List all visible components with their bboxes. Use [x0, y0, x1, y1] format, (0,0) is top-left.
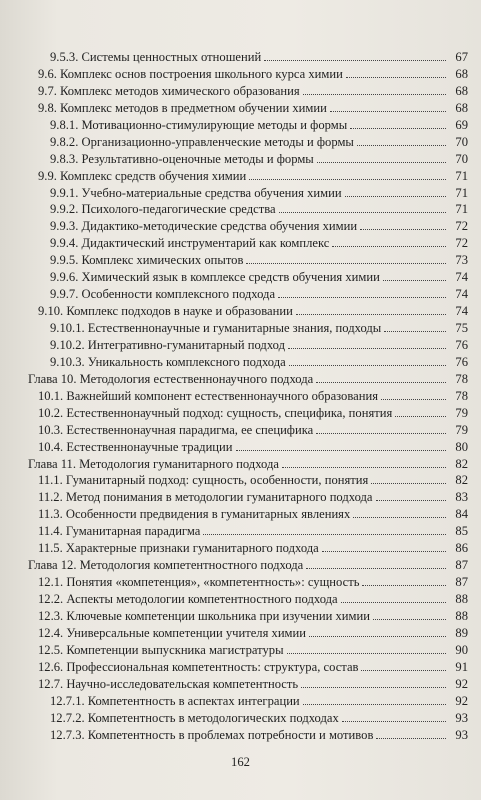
dot-leader: [346, 77, 446, 78]
toc-entry: [28, 642, 468, 659]
toc-entry-title: 9.8. Комплекс методов в предметном обучении химии: [38, 100, 327, 115]
toc-entry-page: 92: [455, 693, 468, 708]
toc-entry-title: 12.7.1. Компетентность в аспектах интеграции: [50, 693, 300, 708]
toc-entry: [28, 218, 468, 235]
toc-entry: [28, 83, 468, 100]
toc-entry-title: 10.1. Важнейший компонент естественнонаучного образования: [38, 388, 378, 403]
toc-entry-page: 85: [455, 524, 468, 539]
toc-entry: [28, 286, 468, 303]
dot-leader: [249, 179, 446, 180]
toc-entry: [28, 388, 468, 405]
toc-entry-page: 74: [455, 270, 468, 285]
toc-entry-title: 9.10.1. Естественнонаучные и гуманитарные знания, подходы: [50, 321, 382, 335]
toc-entry-page: 74: [455, 304, 468, 319]
dot-leader: [288, 348, 446, 349]
dot-leader: [289, 365, 446, 366]
toc-entry: [28, 405, 468, 422]
table-of-contents: [28, 49, 468, 743]
toc-entry: [28, 100, 468, 117]
toc-entry-page: 76: [455, 337, 468, 352]
dot-leader: [309, 636, 446, 637]
dot-leader: [301, 687, 446, 688]
dot-leader: [342, 721, 446, 722]
toc-entry-title: 10.3. Естественнонаучная парадигма, ее специфика: [38, 422, 314, 437]
toc-entry-title: 12.7. Научно-исследовательская компетентность: [38, 676, 299, 691]
toc-entry-title: Глава 10. Методология естественнонаучного подхода: [28, 371, 314, 386]
toc-entry-page: 79: [455, 422, 468, 437]
toc-entry-page: 87: [455, 558, 468, 573]
toc-entry-page: 79: [455, 405, 468, 420]
toc-entry-title: 9.9.3. Дидактико-методические средства обучения химии: [50, 219, 358, 234]
toc-entry-title: 9.8.2. Организационно-управленческие методы и формы: [50, 134, 354, 149]
dot-leader: [303, 94, 446, 95]
toc-entry-page: 82: [455, 473, 468, 488]
toc-entry-title: 9.9.4. Дидактический инструментарий как комплекс: [50, 236, 330, 251]
toc-entry-title: 9.10.2. Интегративно-гуманитарный подход: [50, 337, 285, 352]
dot-leader: [203, 534, 446, 535]
dot-leader: [384, 331, 446, 332]
toc-entry: [28, 354, 468, 371]
toc-entry: [28, 489, 468, 506]
toc-entry-title: 11.4. Гуманитарная парадигма: [38, 524, 201, 539]
toc-entry-page: 71: [455, 185, 468, 200]
toc-entry-title: 10.2. Естественнонаучный подход: сущность, специфика, понятия: [38, 405, 393, 420]
toc-entry: [28, 269, 468, 286]
toc-entry-page: 91: [455, 659, 468, 674]
toc-entry: [28, 66, 468, 83]
toc-entry: [28, 659, 468, 676]
toc-entry-title: 11.5. Характерные признаки гуманитарного подхода: [38, 541, 319, 556]
dot-leader: [362, 585, 446, 586]
dot-leader: [246, 263, 446, 264]
toc-entry-title: 10.4. Естественнонаучные традиции: [38, 439, 233, 454]
toc-entry: [28, 439, 468, 456]
toc-entry-title: 12.2. Аспекты методологии компетентностного подхода: [38, 592, 338, 606]
toc-entry-title: 9.9.5. Комплекс химических опытов: [50, 253, 244, 268]
toc-entry-title: 9.5.3. Системы ценностных отношений: [50, 50, 262, 64]
toc-entry-title: 11.1. Гуманитарный подход: сущность, особенности, понятия: [38, 473, 369, 488]
toc-entry-page: 70: [455, 134, 468, 149]
toc-entry-title: 12.7.3. Компетентность в проблемах потребности и мотивов: [50, 727, 374, 742]
page-number: 162: [231, 755, 250, 769]
toc-entry: [28, 151, 468, 168]
toc-entry-title: 9.10.3. Уникальность комплексного подхода: [50, 354, 286, 369]
dot-leader: [287, 653, 446, 654]
toc-entry: [28, 676, 468, 693]
toc-entry-title: 12.3. Ключевые компетенции школьника при изучении химии: [38, 608, 370, 623]
dot-leader: [381, 399, 446, 400]
toc-entry-page: 87: [455, 575, 468, 590]
toc-entry: [28, 422, 468, 439]
dot-leader: [278, 297, 446, 298]
toc-entry: [28, 506, 468, 523]
toc-entry-page: 72: [455, 236, 468, 251]
dot-leader: [316, 382, 446, 383]
toc-entry-page: 70: [455, 151, 468, 166]
toc-entry: [28, 456, 468, 473]
dot-leader: [373, 619, 446, 620]
toc-entry: [28, 557, 468, 574]
dot-leader: [330, 111, 446, 112]
toc-entry: [28, 727, 468, 744]
toc-entry-title: 9.9. Комплекс средств обучения химии: [38, 168, 247, 183]
toc-entry-page: 71: [455, 168, 468, 183]
toc-entry-title: 9.9.7. Особенности комплексного подхода: [50, 287, 276, 302]
dot-leader: [353, 517, 446, 518]
toc-entry: [28, 625, 468, 642]
toc-entry: [28, 168, 468, 185]
dot-leader: [316, 433, 446, 434]
toc-entry: [28, 371, 468, 388]
toc-entry-title: 11.2. Метод понимания в методологии гуманитарного подхода: [38, 490, 373, 505]
toc-entry-page: 76: [455, 354, 468, 369]
dot-leader: [357, 145, 446, 146]
toc-entry-title: 12.6. Профессиональная компетентность: структура, состав: [38, 659, 359, 674]
toc-entry: [28, 591, 468, 608]
toc-entry-page: 78: [455, 371, 468, 386]
toc-entry-page: 84: [455, 507, 468, 522]
toc-entry-page: 73: [455, 253, 468, 268]
toc-entry: [28, 574, 468, 591]
toc-entry: [28, 49, 468, 66]
toc-entry: [28, 693, 468, 710]
toc-entry-page: 74: [455, 287, 468, 302]
dot-leader: [306, 568, 446, 569]
toc-entry-page: 88: [455, 592, 468, 606]
toc-entry-page: 92: [455, 676, 468, 691]
toc-entry: [28, 710, 468, 727]
dot-leader: [264, 60, 446, 61]
toc-entry: [28, 320, 468, 337]
dot-leader: [361, 670, 446, 671]
toc-entry-title: 9.9.2. Психолого-педагогические средства: [50, 202, 276, 217]
toc-entry-page: 80: [455, 439, 468, 454]
toc-entry-title: 12.7.2. Компетентность в методологических подходах: [50, 710, 339, 725]
dot-leader: [376, 738, 446, 739]
toc-entry: [28, 523, 468, 540]
toc-entry-title: 9.9.1. Учебно-материальные средства обучения химии: [50, 185, 342, 200]
dot-leader: [296, 314, 446, 315]
toc-entry-page: 93: [455, 710, 468, 725]
toc-entry-page: 82: [455, 456, 468, 471]
dot-leader: [395, 416, 446, 417]
toc-entry-title: Глава 11. Методология гуманитарного подхода: [28, 456, 279, 471]
dot-leader: [345, 196, 446, 197]
toc-entry-page: 93: [455, 727, 468, 742]
toc-entry-page: 68: [455, 83, 468, 98]
dot-leader: [303, 704, 446, 705]
dot-leader: [282, 467, 446, 468]
toc-entry-page: 67: [455, 50, 468, 64]
dot-leader: [279, 212, 446, 213]
toc-entry-title: 9.10. Комплекс подходов в науке и образовании: [38, 304, 293, 319]
toc-entry: [28, 608, 468, 625]
toc-entry-title: 9.8.1. Мотивационно-стимулирующие методы и формы: [50, 117, 348, 132]
toc-entry-page: 75: [455, 321, 468, 335]
dot-leader: [317, 162, 446, 163]
toc-entry-page: 69: [455, 117, 468, 132]
toc-entry: [28, 303, 468, 320]
dot-leader: [341, 602, 446, 603]
toc-entry-page: 68: [455, 100, 468, 115]
toc-entry: [28, 252, 468, 269]
toc-entry-page: 86: [455, 541, 468, 556]
dot-leader: [332, 246, 446, 247]
toc-entry-page: 90: [455, 642, 468, 657]
toc-entry-title: 9.9.6. Химический язык в комплексе средств обучения химии: [50, 270, 380, 285]
toc-entry-title: Глава 12. Методология компетентностного подхода: [28, 558, 304, 573]
dot-leader: [383, 280, 446, 281]
toc-entry: [28, 185, 468, 202]
toc-entry-page: 88: [455, 608, 468, 623]
dot-leader: [322, 551, 446, 552]
dot-leader: [376, 500, 446, 501]
toc-entry-title: 9.7. Комплекс методов химического образования: [38, 83, 300, 98]
toc-entry: [28, 235, 468, 252]
toc-entry: [28, 472, 468, 489]
toc-entry: [28, 201, 468, 218]
dot-leader: [360, 229, 446, 230]
toc-entry: [28, 337, 468, 354]
toc-entry-title: 12.5. Компетенции выпускника магистратуры: [38, 642, 284, 657]
dot-leader: [236, 450, 446, 451]
dot-leader: [350, 128, 446, 129]
toc-entry: [28, 117, 468, 134]
toc-entry-page: 71: [455, 202, 468, 217]
toc-entry-title: 12.4. Универсальные компетенции учителя химии: [38, 625, 307, 640]
toc-entry-page: 68: [455, 66, 468, 81]
toc-entry-page: 72: [455, 219, 468, 234]
toc-entry: [28, 540, 468, 557]
toc-entry-title: 9.8.3. Результативно-оценочные методы и формы: [50, 151, 314, 166]
toc-entry-page: 83: [455, 490, 468, 505]
toc-entry-title: 9.6. Комплекс основ построения школьного курса химии: [38, 66, 343, 81]
toc-entry: [28, 134, 468, 151]
toc-entry-page: 89: [455, 625, 468, 640]
dot-leader: [371, 483, 446, 484]
toc-entry-title: 11.3. Особенности предвидения в гуманитарных явлениях: [38, 507, 351, 522]
toc-entry-title: 12.1. Понятия «компетенция», «компетентность»: сущность: [38, 575, 360, 590]
toc-entry-page: 78: [455, 388, 468, 403]
